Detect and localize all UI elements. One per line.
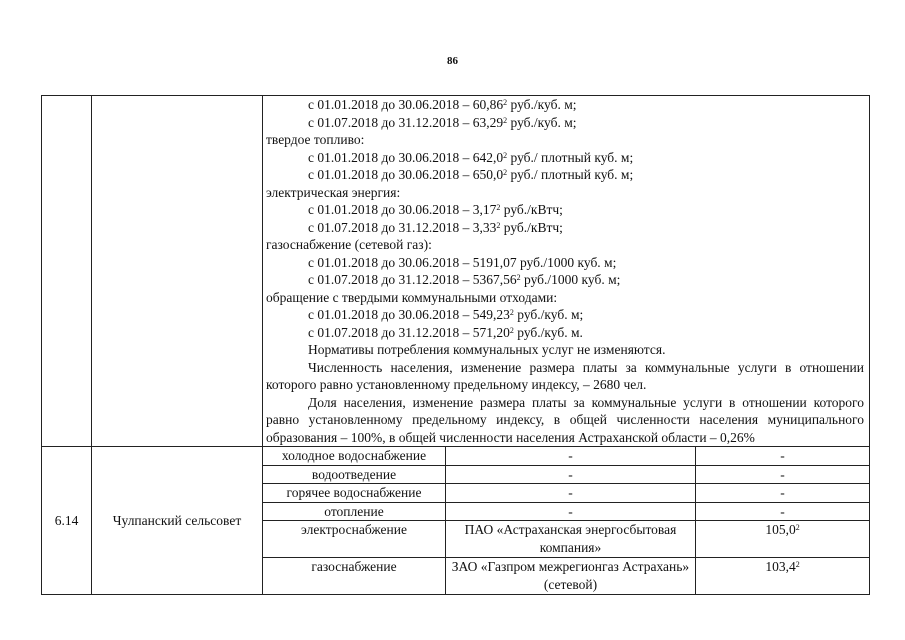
page-number: 86 xyxy=(447,55,458,67)
cell-name-empty xyxy=(92,96,263,447)
section-name: Чулпанский сельсовет xyxy=(92,447,263,595)
index-value: 105,0 xyxy=(765,522,796,537)
provider-cell: - xyxy=(446,447,696,466)
norms-paragraph: Нормативы потребления коммунальных услуг не изменяются. xyxy=(308,342,666,357)
service-cell: газоснабжение xyxy=(263,558,446,595)
table-row xyxy=(42,447,870,466)
provider-cell: ЗАО «Газпром межрегионгаз Астрахань» (сетевой) xyxy=(446,558,696,595)
index-cell: - xyxy=(696,502,870,521)
provider-cell: - xyxy=(446,465,696,484)
tariff-line: с 01.07.2018 до 31.12.2018 – 3,33$^2$ руб./кВтч; xyxy=(308,219,563,235)
service-cell: холодное водоснабжение xyxy=(263,447,446,466)
tariff-line: с 01.01.2018 до 30.06.2018 – 549,23$^2$ руб./куб. м; xyxy=(308,307,584,322)
section-number: 6.14 xyxy=(42,447,92,595)
index-cell: - xyxy=(696,484,870,503)
index-value: 103,4 xyxy=(765,559,796,574)
provider-cell: ПАО «Астраханская энергосбытовая компания» xyxy=(446,521,696,558)
tariff-line: с 01.07.2018 до 31.12.2018 – 63,29$^2$ руб./куб. м; xyxy=(308,114,577,130)
index-cell xyxy=(696,521,870,558)
index-cell: - xyxy=(696,465,870,484)
index-cell xyxy=(696,558,870,595)
tariff-line: с 01.01.2018 до 30.06.2018 – 60,86$^2$ руб./куб. м; xyxy=(308,97,577,112)
tariff-line: с 01.07.2018 до 31.12.2018 – 5367,56$^2$ руб./1000 куб. м; xyxy=(308,272,621,287)
tariff-line: с 01.07.2018 до 31.12.2018 – 571,20$^2$ руб./куб. м. xyxy=(308,324,583,340)
tariff-line: с 01.01.2018 до 30.06.2018 – 3,17$^2$ руб./кВтч; xyxy=(308,202,563,217)
tariff-table xyxy=(41,95,870,595)
index-footnote: 2 xyxy=(795,560,800,569)
tariff-line: с 01.01.2018 до 30.06.2018 – 642,0$^2$ руб./ плотный куб. м; xyxy=(308,149,634,165)
service-cell: электроснабжение xyxy=(263,521,446,558)
tariff-line: с 01.01.2018 до 30.06.2018 – 650,0$^2$ руб./ плотный куб. м; xyxy=(308,167,634,182)
population-paragraph: Численность населения, изменение размера платы за коммунальные услуги в отношении которого равно установленному предельному индексу, – 2680 чел. xyxy=(266,359,864,392)
share-paragraph: Доля населения, изменение размера платы за коммунальные услуги в отношении которого равно установленному предельному индексу, в общей численности населения муниципального образования – 100%, в общей численности населения Астраханской области – 0,26% xyxy=(266,394,864,445)
tariff-description-cell xyxy=(263,96,870,447)
tariff-line: электрическая энергия: xyxy=(266,184,401,200)
service-cell: горячее водоснабжение xyxy=(263,484,446,503)
service-cell: водоотведение xyxy=(263,465,446,484)
index-footnote: 2 xyxy=(795,523,800,532)
cell-number-empty xyxy=(42,96,92,447)
index-cell: - xyxy=(696,447,870,466)
tariff-line: газоснабжение (сетевой газ): xyxy=(266,237,432,252)
tariff-line: с 01.01.2018 до 30.06.2018 – 5191,07 руб./1000 куб. м; xyxy=(308,254,617,270)
provider-cell: - xyxy=(446,484,696,503)
table-row-continuation xyxy=(42,96,870,447)
tariff-line: твердое топливо: xyxy=(266,132,365,147)
tariff-lines xyxy=(263,96,869,341)
service-cell: отопление xyxy=(263,502,446,521)
provider-cell: - xyxy=(446,502,696,521)
tariff-line: обращение с твердыми коммунальными отходами: xyxy=(266,289,558,305)
